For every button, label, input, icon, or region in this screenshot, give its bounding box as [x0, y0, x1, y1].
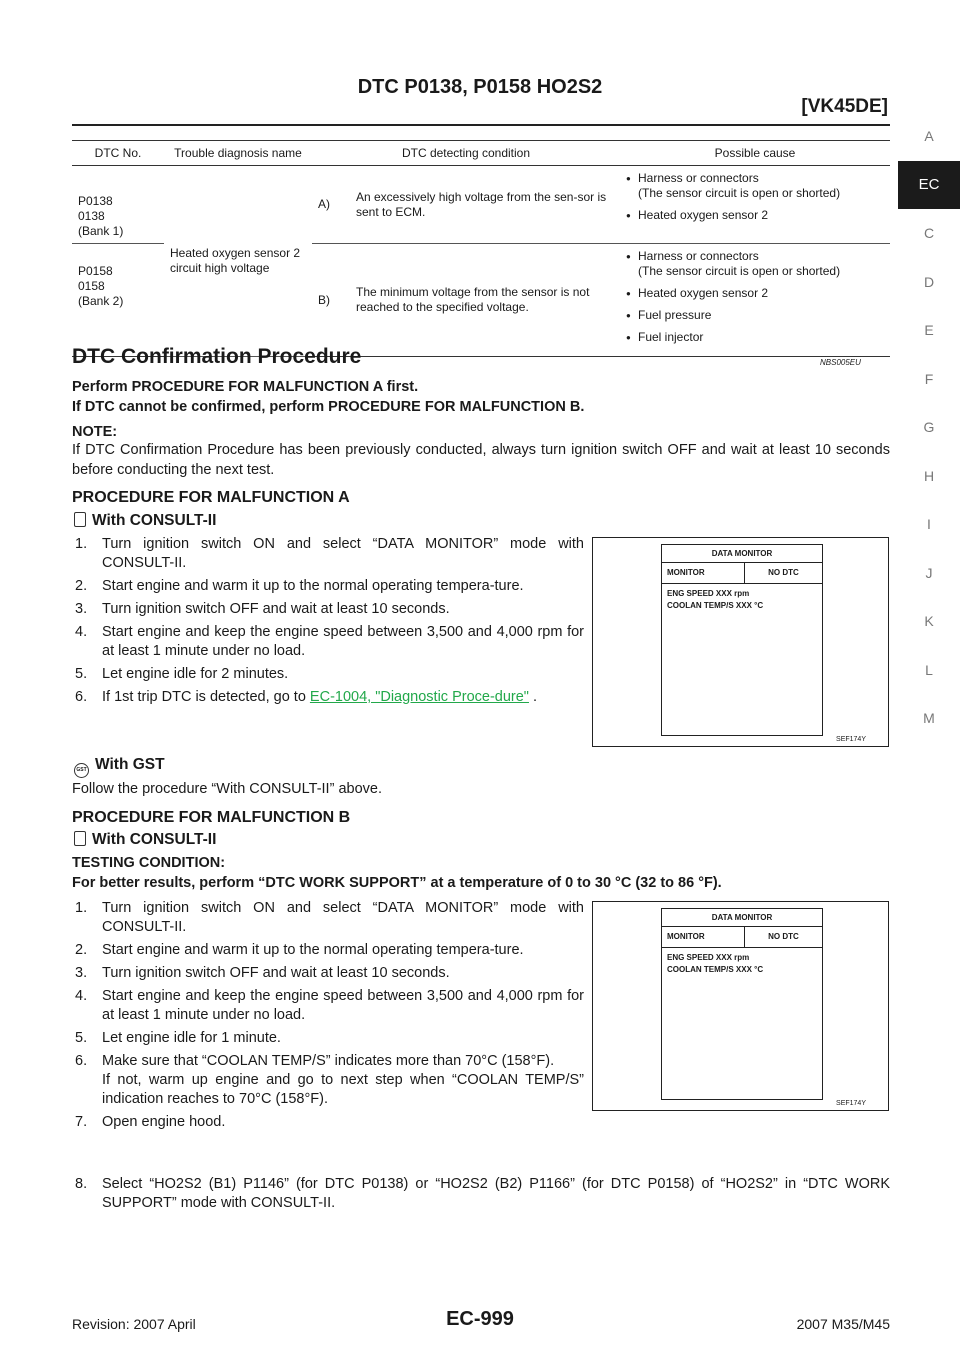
tab-g[interactable]: G	[923, 419, 935, 435]
cause-cell	[620, 166, 890, 244]
list-item: 2. Start engine and warm it up to the normal operating tempera-ture.	[75, 942, 524, 958]
list-item: 1. Turn ignition switch ON and select “DATA MONITOR” mode with CONSULT-II.	[75, 900, 584, 935]
data-monitor-screen: DATA MONITOR MONITOR NO DTC ENG SPEED XXX rpm COOLAN TEMP/S XXX °C	[661, 544, 823, 736]
table-row	[72, 166, 890, 244]
col-detecting-condition: DTC detecting condition	[312, 141, 620, 166]
note-text: If DTC Confirmation Procedure has been previously conducted, always turn ignition switch OFF and wait at least 10 seconds before conducting the next test.	[72, 442, 890, 478]
list-item: 5. Let engine idle for 1 minute.	[75, 1030, 281, 1046]
list-item: ● Fuel injector	[626, 330, 884, 345]
cause-cell	[620, 244, 890, 357]
section-title: DTC Confirmation Procedure	[72, 345, 362, 368]
list-item: ● Harness or connectors (The sensor circuit is open or shorted)	[626, 171, 884, 201]
figure-code: SEF174Y	[836, 736, 866, 743]
page-title: DTC P0138, P0158 HO2S2	[357, 76, 603, 98]
section-index-tabs	[898, 112, 960, 743]
data-monitor-figure-b	[592, 901, 889, 1111]
proc-a-gst-heading: GST With GST	[74, 756, 165, 778]
list-item: ● Fuel pressure	[626, 308, 884, 323]
proc-a-steps	[72, 535, 584, 711]
consult-tool-icon	[74, 831, 86, 846]
list-item: 2. Start engine and warm it up to the normal operating tempera-ture.	[75, 578, 524, 594]
tab-l[interactable]: L	[925, 661, 933, 678]
tab-c[interactable]: C	[923, 225, 935, 241]
list-item: 1. Turn ignition switch ON and select “DATA MONITOR” mode with CONSULT-II.	[75, 536, 584, 571]
tab-m[interactable]: M	[923, 710, 935, 726]
dtc-cell: P0158 0158 (Bank 2)	[72, 244, 164, 357]
tab-ec[interactable]: EC	[898, 161, 960, 210]
list-item: 6. If 1st trip DTC is detected, go to EC-1004, "Diagnostic Proce-dure" .	[75, 689, 538, 705]
tab-i[interactable]: I	[927, 516, 931, 532]
diag-name-cell: Heated oxygen sensor 2 circuit high voltage	[164, 166, 312, 357]
note-label: NOTE:	[72, 424, 118, 440]
gst-text: Follow the procedure “With CONSULT-II” above.	[72, 781, 382, 797]
list-item: 6. Make sure that “COOLAN TEMP/S” indicates more than 70°C (158°F). If not, warm up engine and go to next step when “COOLAN TEMP/S” indication reaches to 70°C (158°F).	[75, 1053, 584, 1107]
ref-code: NBS005EU	[820, 358, 861, 367]
list-item: 8. Select “HO2S2 (B1) P1146” (for DTC P0138) or “HO2S2 (B2) P1166” (for DTC P0158) of “HO2S2” in “DTC WORK SUPPORT” mode with CONSULT-II.	[75, 1176, 890, 1211]
list-item: 4. Start engine and keep the engine speed between 3,500 and 4,000 rpm for at least 1 minute under no load.	[75, 624, 584, 659]
consult-tool-icon	[74, 512, 86, 527]
intro-line-1: Perform PROCEDURE FOR MALFUNCTION A first.	[72, 379, 419, 395]
testing-text: For better results, perform “DTC WORK SUPPORT” at a temperature of 0 to 30 °C (32 to 86 °F).	[72, 875, 722, 891]
tab-h[interactable]: H	[923, 467, 935, 484]
col-diagnosis-name: Trouble diagnosis name	[164, 141, 312, 166]
list-item: ● Harness or connectors (The sensor circuit is open or shorted)	[626, 249, 884, 279]
list-item: 3. Turn ignition switch OFF and wait at least 10 seconds.	[75, 601, 450, 617]
cond-letter: B)	[312, 244, 350, 357]
table-header-row	[72, 141, 890, 166]
list-item: ● Heated oxygen sensor 2	[626, 208, 884, 223]
revision-date: Revision: 2007 April	[72, 1316, 196, 1332]
dtc-table	[72, 140, 890, 357]
list-item: 4. Start engine and keep the engine speed between 3,500 and 4,000 rpm for at least 1 minute under no load.	[75, 988, 584, 1023]
tab-f[interactable]: F	[924, 370, 934, 387]
testing-label: TESTING CONDITION:	[72, 855, 226, 871]
tab-k[interactable]: K	[924, 613, 934, 629]
engine-code: [VK45DE]	[801, 96, 888, 117]
tab-e[interactable]: E	[924, 322, 934, 338]
list-item: 3. Turn ignition switch OFF and wait at least 10 seconds.	[75, 965, 450, 981]
tab-a[interactable]: A	[924, 128, 934, 144]
diagnostic-procedure-link[interactable]: EC-1004, "Diagnostic Proce-dure"	[309, 689, 529, 705]
cond-text: The minimum voltage from the sensor is not reached to the specified voltage.	[350, 244, 620, 357]
cond-letter: A)	[312, 166, 350, 244]
list-item: ● Heated oxygen sensor 2	[626, 286, 884, 301]
proc-b-title: PROCEDURE FOR MALFUNCTION B	[72, 809, 351, 826]
dtc-cell: P0138 0138 (Bank 1)	[72, 166, 164, 244]
tab-j[interactable]: J	[925, 564, 933, 581]
page-number: EC-999	[446, 1308, 514, 1330]
data-monitor-figure-a	[592, 537, 889, 747]
col-dtc-no: DTC No.	[72, 141, 164, 166]
proc-b-consult-heading: With CONSULT-II	[74, 831, 216, 849]
intro-line-2: If DTC cannot be confirmed, perform PROCEDURE FOR MALFUNCTION B.	[72, 399, 585, 415]
col-possible-cause: Possible cause	[620, 141, 890, 166]
data-monitor-screen: DATA MONITOR MONITOR NO DTC ENG SPEED XXX rpm COOLAN TEMP/S XXX °C	[661, 908, 823, 1100]
list-item: 7. Open engine hood.	[75, 1114, 226, 1130]
proc-a-title: PROCEDURE FOR MALFUNCTION A	[72, 489, 350, 506]
tab-d[interactable]: D	[923, 273, 935, 290]
proc-b-steps	[72, 899, 584, 1136]
cond-text: An excessively high voltage from the sen-sor is sent to ECM.	[350, 166, 620, 244]
model-info: 2007 M35/M45	[796, 1316, 890, 1332]
list-item: 5. Let engine idle for 2 minutes.	[75, 666, 289, 682]
proc-a-consult-heading: With CONSULT-II	[74, 512, 216, 530]
gst-tool-icon: GST	[74, 763, 89, 778]
proc-b-steps-cont	[72, 1175, 890, 1217]
header-rule	[72, 124, 890, 126]
figure-code: SEF174Y	[836, 1100, 866, 1107]
